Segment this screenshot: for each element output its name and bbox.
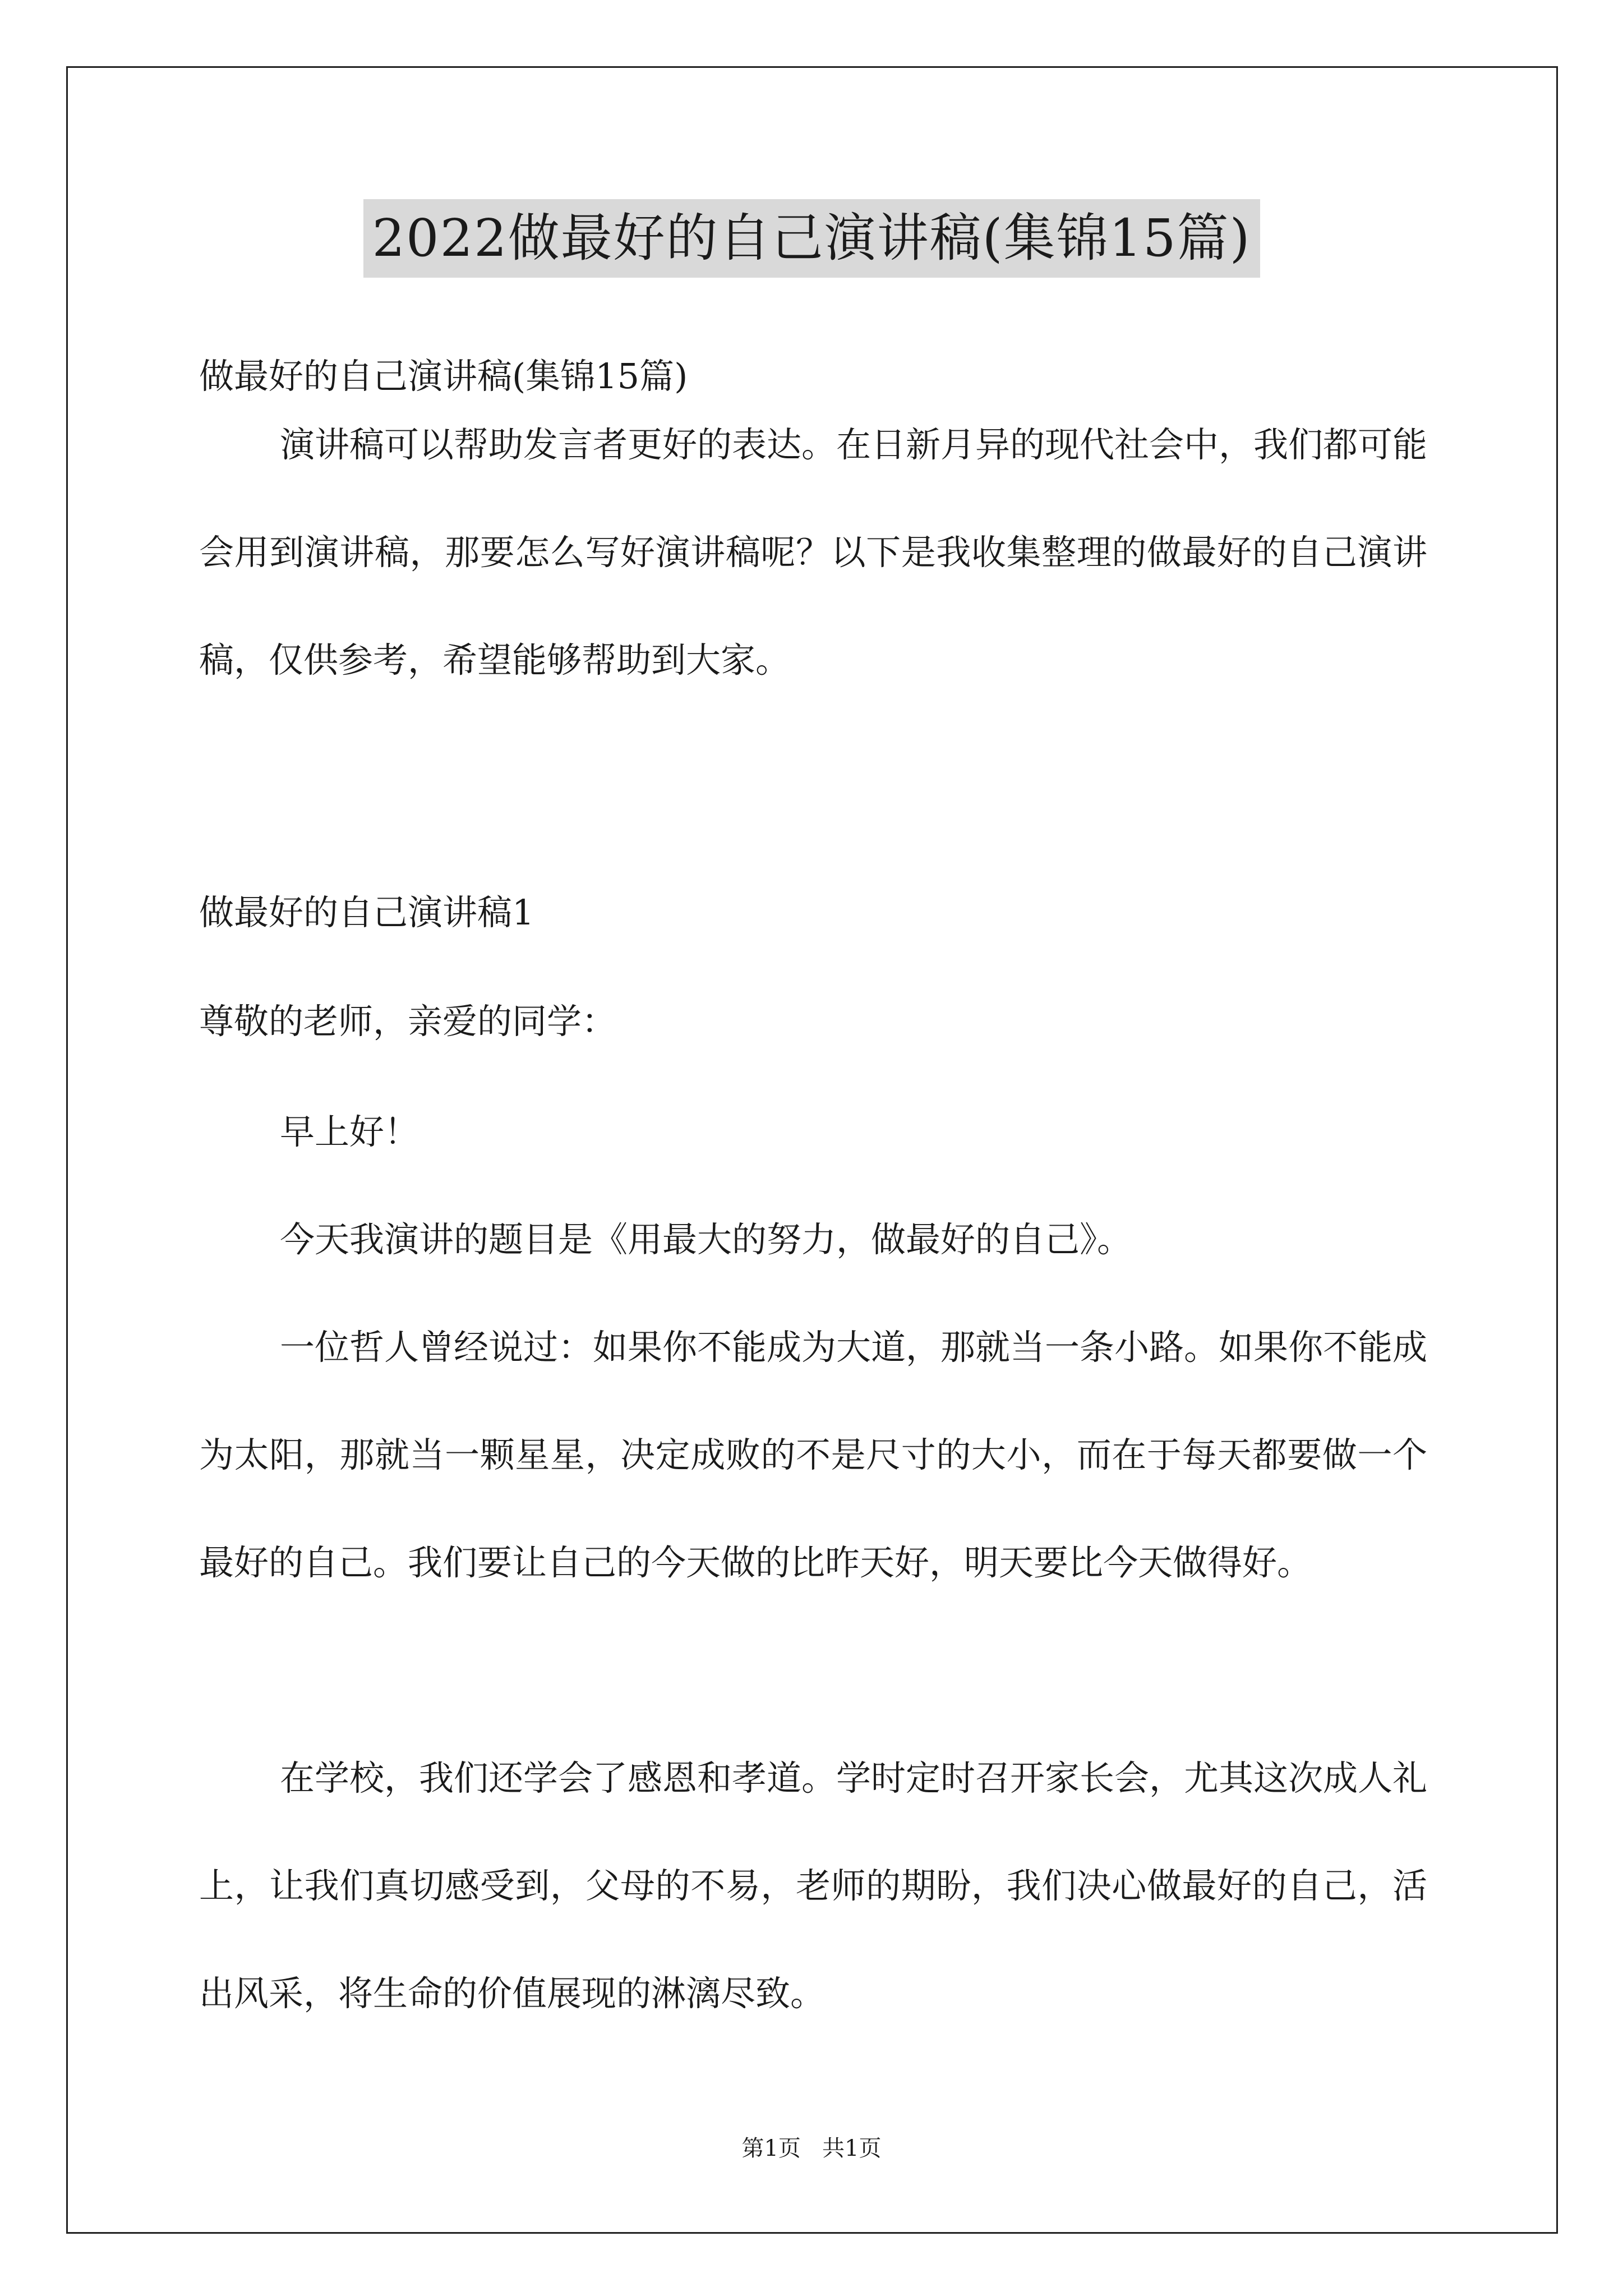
section-heading: 做最好的自己演讲稿1 xyxy=(199,892,534,933)
paragraph-topic: 今天我演讲的题目是《用最大的努力，做最好的自己》。 xyxy=(280,1219,1132,1260)
paragraph-philosopher: 一位哲人曾经说过：如果你不能成为大道，那就当一条小路。如果你不能成为太阳，那就当一颗星星，决定成败的不是尺寸的大小，而在于每天都要做一个最好的自己。我们要让自己的今天做的比昨天好，明天要比今天做得好。 xyxy=(199,1327,1428,1583)
document-title: 2022做最好的自己演讲稿(集锦15篇) xyxy=(363,199,1260,278)
paragraph-greeting: 早上好！ xyxy=(280,1111,419,1152)
document-subtitle: 做最好的自己演讲稿(集锦15篇) xyxy=(199,356,688,397)
page-footer: 第1页 共1页 xyxy=(741,2136,882,2161)
intro-paragraph: 演讲稿可以帮助发言者更好的表达。在日新月异的现代社会中，我们都可能会用到演讲稿，那要怎么写好演讲稿呢？以下是我收集整理的做最好的自己演讲稿，仅供参考，希望能够帮助到大家。 xyxy=(199,424,1428,680)
salutation: 尊敬的老师，亲爱的同学： xyxy=(199,1001,617,1042)
paragraph-school: 在学校，我们还学会了感恩和孝道。学时定时召开家长会，尤其这次成人礼上，让我们真切感受到，父母的不易，老师的期盼，我们决心做最好的自己，活出风采，将生命的价值展现的淋漓尽致。 xyxy=(199,1757,1428,2014)
title-container xyxy=(0,199,1623,278)
